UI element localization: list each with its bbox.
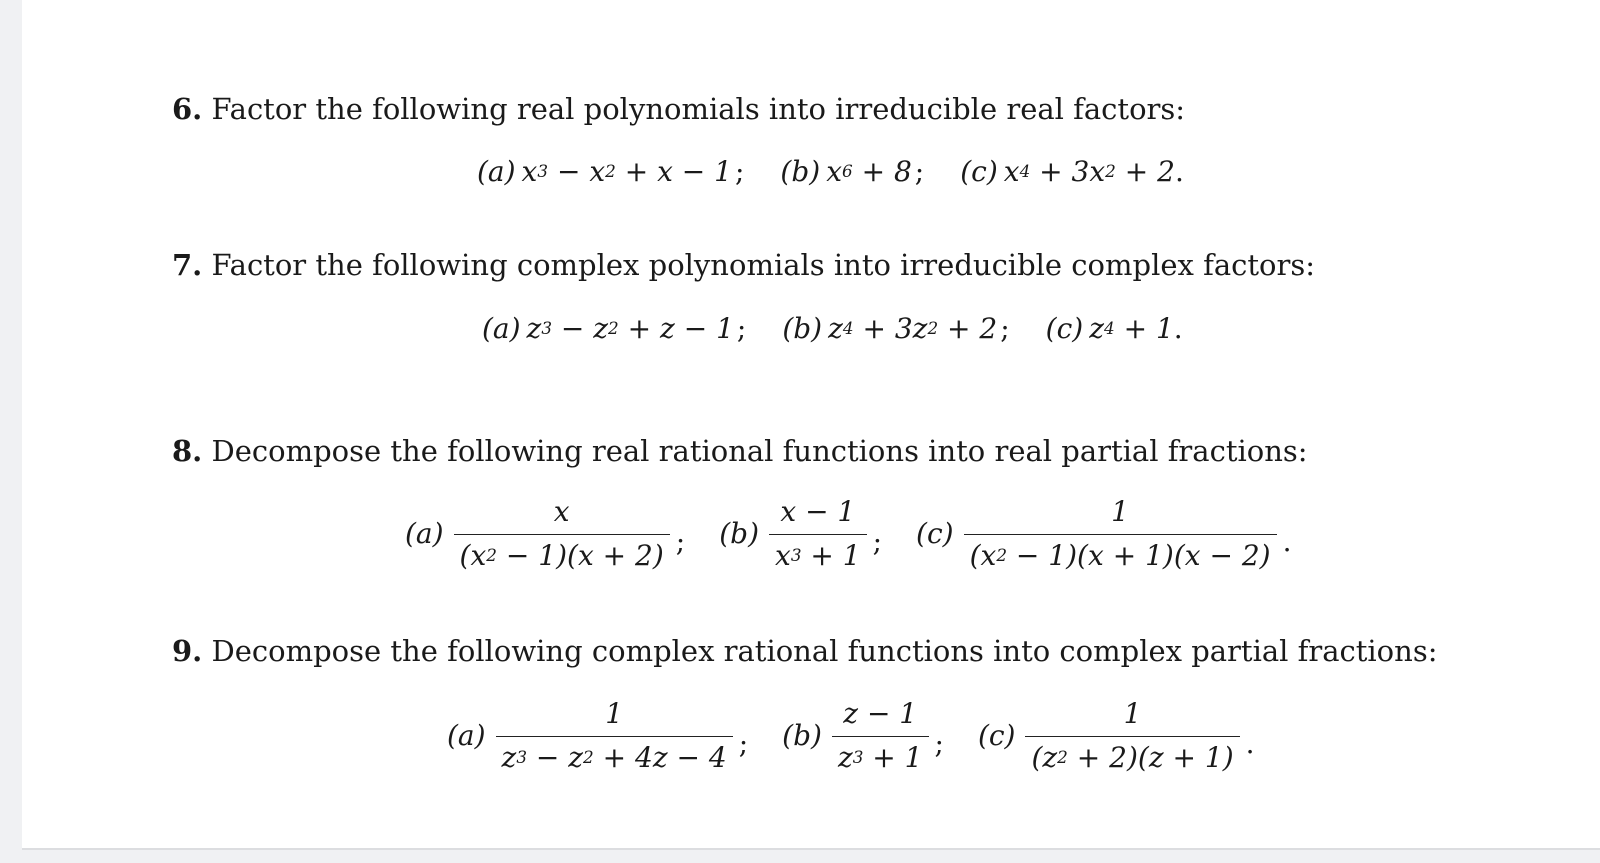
item-label: (b) [782,312,823,345]
numerator: z − 1 [832,697,929,737]
math-expression: $x^6 + 8$ [826,155,912,188]
problem-7 [172,248,1315,282]
item-label: (c) [916,517,954,550]
problem-text: Factor the following complex polynomials into irreducible complex factors: [211,248,1315,282]
separator: ; [914,155,925,188]
item-8b [719,495,916,572]
denominator: $x^3 + 1$ [775,539,861,572]
problem-number: 7. [172,248,203,282]
item-label: (b) [780,155,821,188]
problem-8-items [405,495,1292,572]
numerator: x [454,495,670,535]
numerator: 1 [496,697,733,737]
problem-6 [172,92,1185,126]
numerator: 1 [964,495,1277,535]
math-expression: $x^3 - x^2 + x - 1$ [521,155,732,188]
separator: ; [734,155,745,188]
numerator: x − 1 [769,495,867,535]
separator: . [1282,525,1292,558]
denominator: $(z^2 + 2)(z + 1)$ [1031,741,1234,774]
item-label: (b) [782,719,822,752]
item-label: (a) [477,155,516,188]
separator: ; [736,312,747,345]
math-expression: $z^4 + 3z^2 + 2$ [828,312,998,345]
problem-7-items [482,312,1183,345]
item-label: (a) [447,719,486,752]
problem-9 [172,634,1437,668]
numerator: 1 [1025,697,1239,737]
item-6b [780,155,960,188]
denominator: $z^3 + 1$ [837,741,923,774]
item-label: (a) [482,312,521,345]
fraction [964,495,1277,572]
separator: ; [738,727,749,760]
fraction [832,697,929,774]
item-label: (b) [719,517,760,550]
item-8a [405,495,719,572]
item-7b [782,312,1045,345]
item-label: (c) [977,719,1016,752]
problem-number: 6. [172,92,203,126]
problem-number: 8. [172,434,203,468]
item-9c [978,697,1255,774]
separator: ; [1000,312,1010,345]
item-7c [1046,312,1183,345]
denominator: $(x^2 - 1)(x + 2)$ [459,539,664,572]
separator: . [1173,312,1183,345]
fraction [769,495,867,572]
item-7a [482,312,782,345]
item-label: (a) [405,517,444,550]
math-expression: $x^4 + 3x^2 + 2$ [1003,155,1175,188]
item-9b [782,697,978,774]
item-label: (c) [1045,312,1084,345]
math-expression: $z^3 - z^2 + z - 1$ [526,312,734,345]
separator: ; [872,525,883,558]
item-8c [916,495,1291,572]
denominator: $(x^2 - 1)(x + 1)(x - 2)$ [969,539,1271,572]
math-expression: $z^4 + 1$ [1089,312,1174,345]
separator: . [1245,727,1255,760]
document-page [22,0,1600,850]
denominator: $z^3 - z^2 + 4z - 4$ [501,741,727,774]
problem-6-items [477,155,1184,188]
fraction [1025,697,1239,774]
fraction [454,495,670,572]
problem-text: Factor the following real polynomials into irreducible real factors: [211,92,1186,126]
item-label: (c) [960,155,998,188]
problem-number: 9. [172,634,203,668]
separator: . [1174,155,1184,188]
item-6a [477,155,780,188]
problem-text: Decompose the following complex rational functions into complex partial fractions: [211,634,1438,668]
separator: ; [675,525,686,558]
problem-8 [172,434,1308,468]
problem-9-items [447,697,1255,774]
separator: ; [934,727,944,760]
item-9a [447,697,782,774]
item-6c [960,155,1184,188]
fraction [496,697,733,774]
problem-text: Decompose the following real rational functions into real partial fractions: [211,434,1308,468]
